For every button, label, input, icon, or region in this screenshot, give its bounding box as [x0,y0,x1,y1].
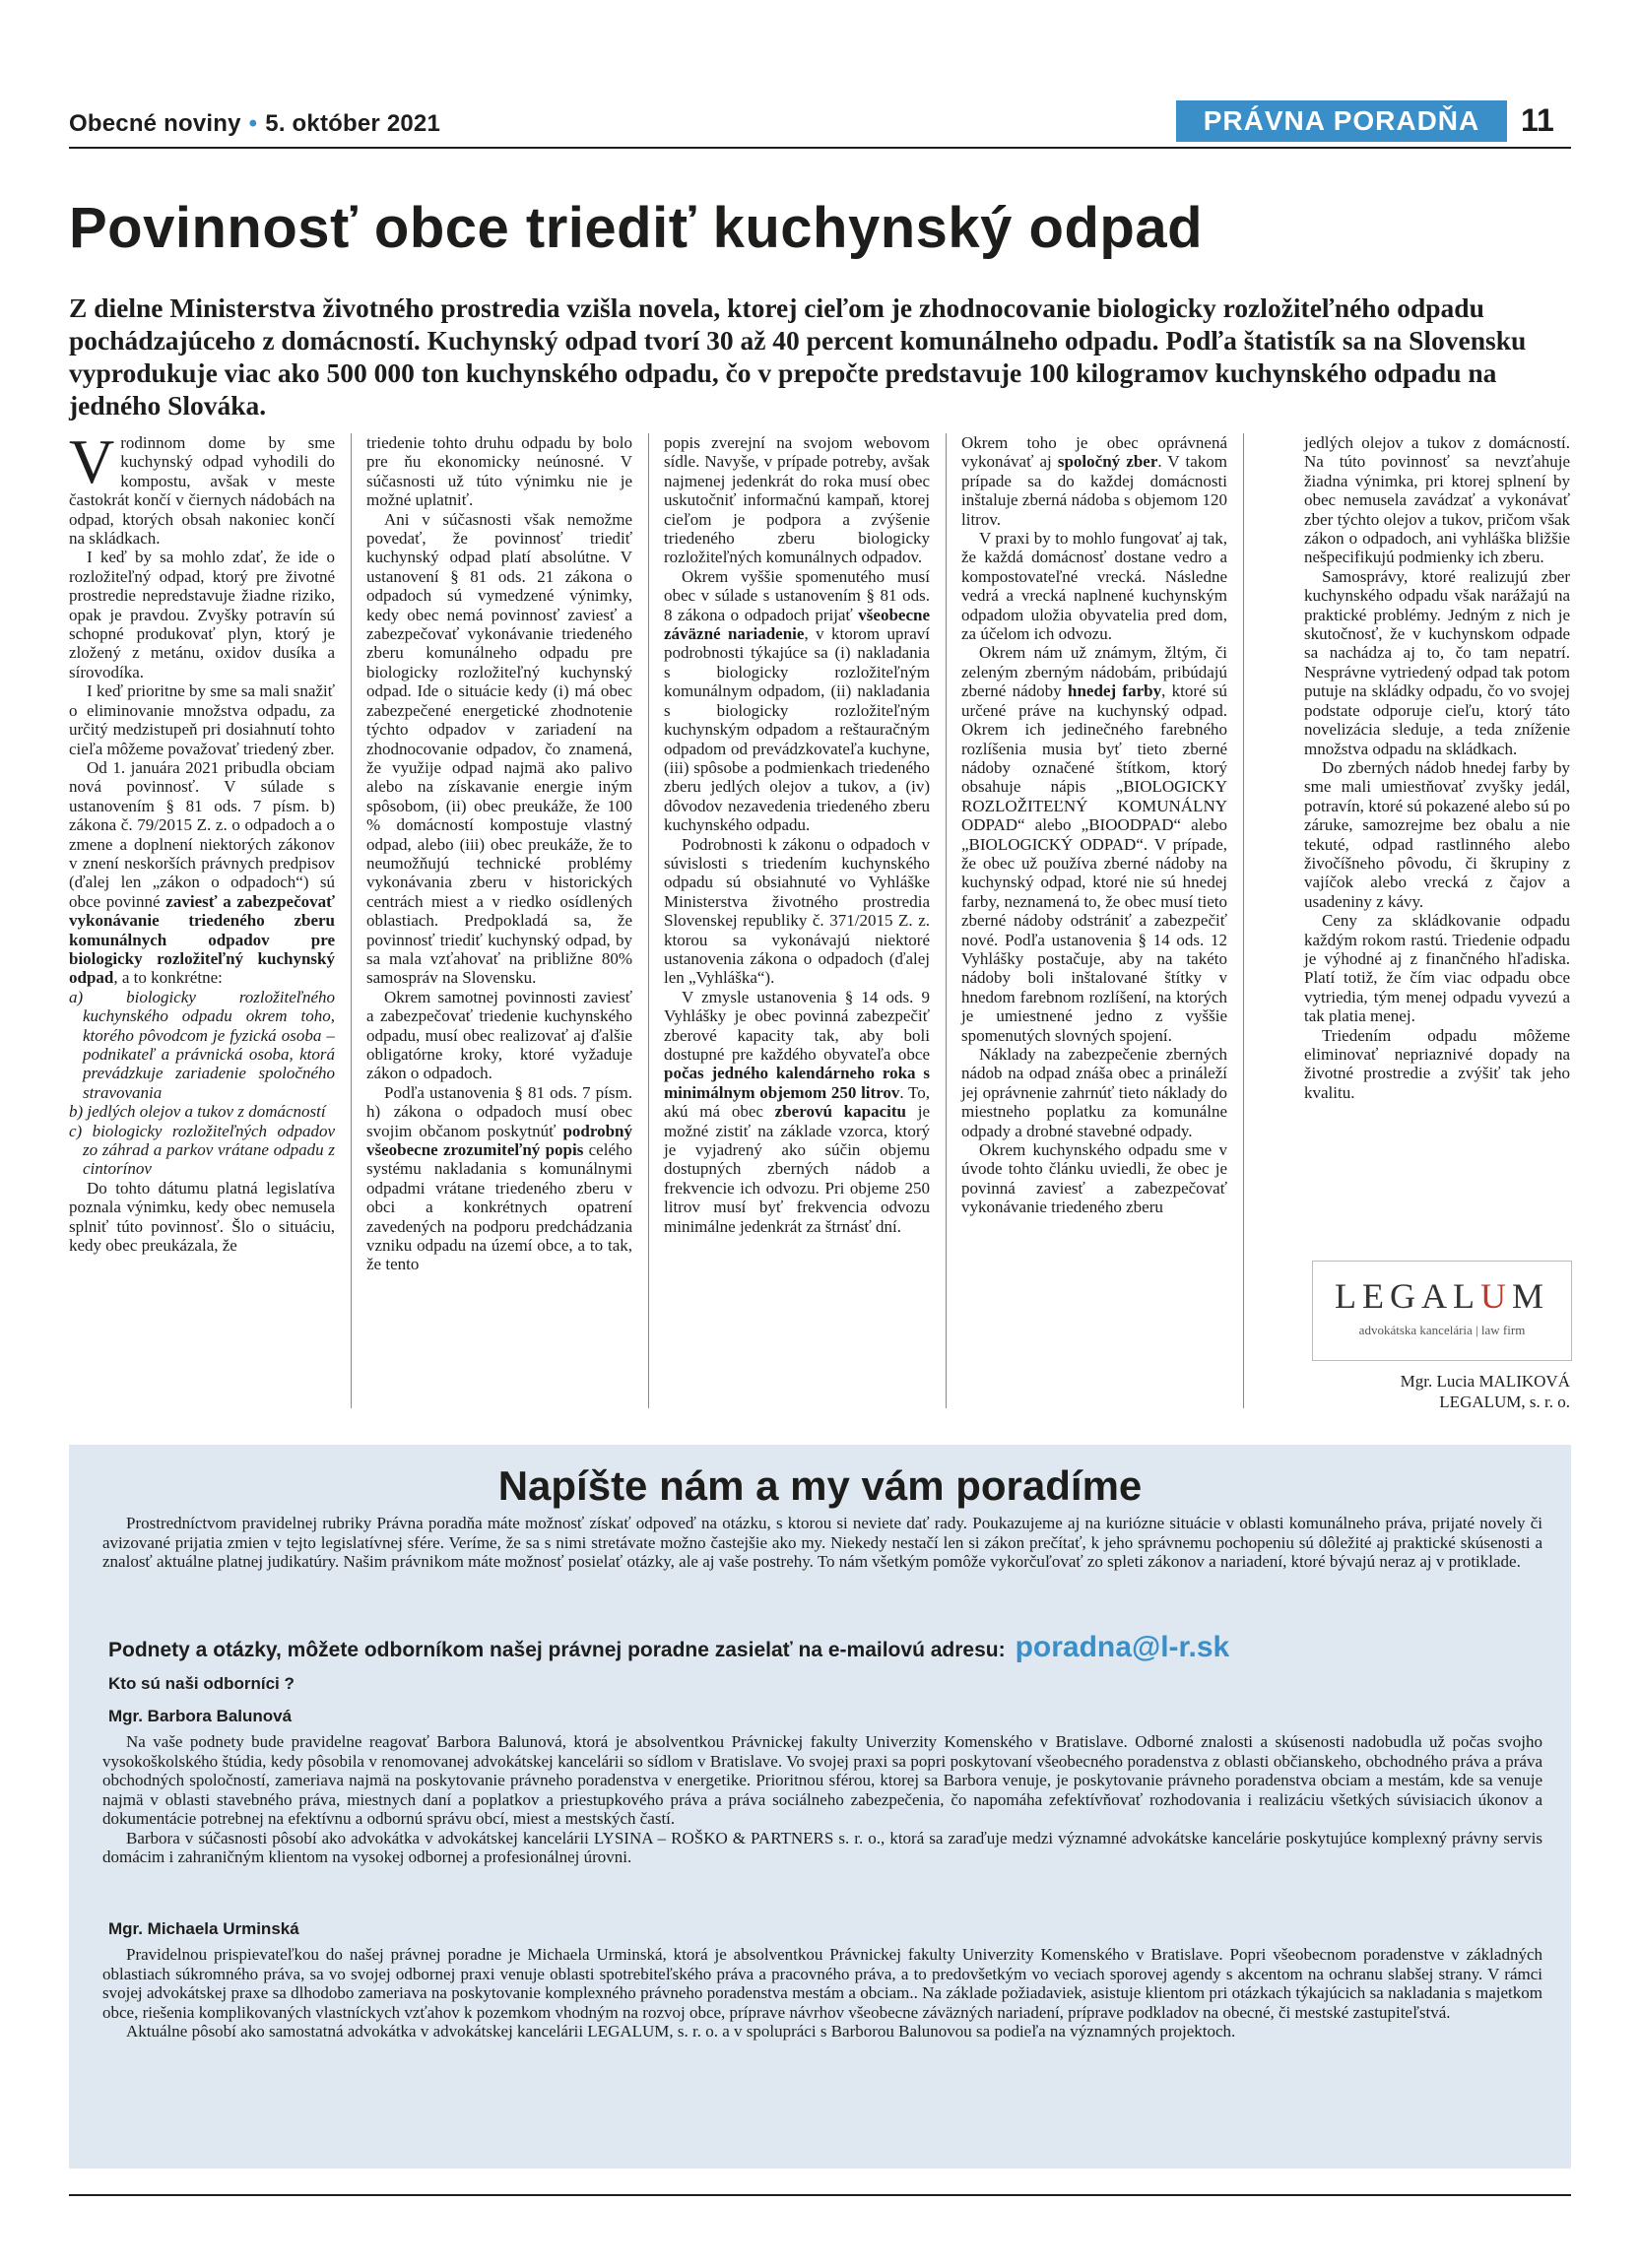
email-prompt: Podnety a otázky, môžete odborníkom našej právnej poradne zasielať na e-mailovú adresu: [108,1639,1006,1661]
bold-text: všeobecne záväzné nariadenie [664,605,930,644]
footer-rule [69,2194,1571,2196]
column-divider [1243,433,1244,1408]
article-headline: Povinnosť obce triediť kuchynský odpad [69,196,1204,260]
page-number: 11 [1521,102,1554,138]
text-run: . To, akú má obec [664,1082,930,1122]
header-rule [69,147,1571,149]
logo-text: LEGAL [1335,1276,1480,1316]
email-link[interactable]: poradna@l-r.sk [1015,1631,1230,1663]
logo-subtitle: advokátska kancelária | law firm [1358,1323,1526,1337]
bold-text: zberovú kapacitu [774,1102,906,1122]
paragraph: Na vaše podnety bude pravidelne reagovať Barbora Balunová, ktorá je absolventkou Právnickej fakulty Univerzity Komenského v Bratislave. Odborné znalosti a skúsenosti nadobudla už počas svojho vysokoškolského štúdia, kedy pôsobila v renomovanej advokátskej kancelárii so sídlom v Bratislave. Vo svojej praxi sa popri poskytovaní všeobecného poradenstva z oblasti občianskeho, obchodného práva a práva obchodných spoločností, zameriava najmä na poskytovanie právneho poradenstva v energetike. Prioritnou sférou, ktorej sa Barbora venuje, je poskytovanie právneho poradenstva obciam a mestám, kde sa venuje najmä v oblasti stavebného práva, miestnych daní a poplatkov a priestupkového práva a práva sociálneho zabezpečenia, čo napomáha zefektívňovať rozhodovania i realizáciu všetkých súvisiacich úkonov a dokumentácie potrebnej na efektívnu a odbornú správu obcí, miest a mestských častí. [102,1732,1542,1828]
paragraph: Ani v súčasnosti však nemožme povedať, že povinnosť triediť kuchynský odpad platí absolútne. V ustanovení § 81 ods. 21 zákona o odpadoch sú vymedzené výnimky, kedy obec nemá povinnosť zaviesť a zabezpečovať vykonávanie triedeného zberu komunálneho odpadu pre biologicky rozložiteľný kuchynský odpad. Ide o situácie kedy (i) má obec zabezpečené energetické zhodnotenie týchto odpadov v zariadení na zhodnocovanie odpadov, čo znamená, že využije odpad najmä ako palivo alebo na získavanie energie iným spôsobom, (ii) obec preukáže, že 100 % domácností kompostuje vlastný odpad, alebo (iii) obec preukáže, že to neumožňujú technické problémy vykonávania zberu v historických centrách miest a v riedko osídlených oblastiach. Predpokladá sa, že povinnosť triediť kuchynský odpad, by sa mala vzťahovať na približne 80% samospráv na Slovensku. [366,509,632,988]
article-lead: Z dielne Ministerstva životného prostredia vzišla novela, ktorej cieľom je zhodnocovanie biologicky rozložiteľného odpadu pochádzajúceho z domácností. Kuchynský odpad tvorí 30 až 40 percent komunálneho odpadu. Podľa štatistík sa na Slovensku vyprodukuje viac ako 500 000 ton kuchynského odpadu, čo v prepočte predstavuje 100 kilogramov kuchynského odpadu na jedného Slováka. [69,292,1527,421]
author-firm: LEGALUM, s. r. o. [1439,1393,1570,1411]
text-run: Okrem toho je obec oprávnená vykonávať aj [961,433,1227,472]
bold-text: počas jedného kalendárneho roka s minimálnym objemom 250 litrov [664,1064,930,1102]
bold-text: zaviesť a zabezpečovať vykonávanie triedeného zberu komunálnych odpadov pre biologicky rozložiteľný kuchynský odpad [69,891,336,988]
paragraph: Do tohto dátumu platná legislatíva poznala výnimku, kedy obec nemusela splniť túto povinnosť. Šlo o situáciu, kedy obec preukázala, že [69,1178,335,1256]
article-column-3 [664,433,930,1236]
paragraph [366,1083,632,1274]
paragraph [664,988,930,1236]
issue-date: 5. október 2021 [265,110,441,137]
paragraph: Aktuálne pôsobí ako samostatná advokátka v advokátskej kancelárii LEGALUM, s. r. o. a v spolupráci s Barborou Balunovou sa podieľa na významných projektoch. [126,2022,1236,2041]
paragraph: Samosprávy, ktoré realizujú zber kuchynského odpadu však narážajú na praktické problémy. Jedným z nich je skutočnosť, že v kuchynskom odpade sa nachádza aj to, čo tam nepatrí. Nesprávne vytriedený odpad tak potom putuje na skládky odpadu, čo vo svojej podstate odporuje cieľu, ktorý táto novelizácia sleduje, a teda zníženie množstva odpadu na skládkach. [1304,566,1570,758]
paragraph: Pravidelnou prispievateľkou do našej právnej poradne je Michaela Urminská, ktorá je absolventkou Právnickej fakulty Univerzity Komenského v Bratislave. Popri všeobecnom poradenstve v základných oblastiach súkromného práva, sa vo svojej odbornej praxi venuje oblasti spotrebiteľského práva a pracovného práva, a to predovšetkým vo veciach sporovej agendy s akcentom na ochranu slabšej strany. V rámci svojej advokátskej praxe sa dlhodobo zameriava na poskytovanie komplexného právneho poradenstva mestám a obciam.. Na základe požiadaviek, asistuje klientom pri otázkach týkajúcich sa nakladania s majetkom obce, riešenia komplikovaných vlastníckych vzťahov k pozemkom vhodným na rozvoj obce, príprave návrhov všeobecne záväzných nariadení, príprave podkladov na obecné, či mestské zastupiteľstvá. [102,1945,1542,2022]
paragraph: Okrem samotnej povinnosti zaviesť a zabezpečovať triedenie kuchynského odpadu, musí obec realizovať aj ďalšie obligatórne kroky, ktoré vyžaduje zákon o odpadoch. [366,987,632,1083]
paragraph: Barbora v súčasnosti pôsobí ako advokátka v advokátskej kancelárii LYSINA – ROŠKO & PARTNERS s. r. o., ktorá sa zaraďuje medzi významné advokátske kancelárie poskytujúce komplexný právny servis domácim i zahraničným klientom na vysokej odbornej a profesionálnej úrovni. [102,1828,1542,1866]
bold-text: spoločný zber [1057,452,1158,472]
paragraph: triedenie tohto druhu odpadu by bolo pre ňu ekonomicky neúnosné. V súčasnosti už túto výnimku nie je možné uplatniť. [366,433,632,510]
advice-intro [102,1514,1542,1572]
paragraph: Prostredníctvom pravidelnej rubriky Právna poradňa máte možnosť získať odpoveď na otázku, s ktorou si neviete dať rady. Poukazujeme aj na kuriózne situácie v oblasti komunálneho práva, prijaté novely či avizované prijatia zmien v tejto legislatívnej sfére. Veríme, že sa s nimi stretávate možno častejšie ako my. Niekedy nestačí len si zákon prečítať, k jeho správnemu pochopeniu sú dôležité aj praktické skúsenosti a znalosť aktuálne platnej judikatúry. Našim právnikom máte možnosť posielať otázky, ale aj vaše postrehy. To nám všetkým pomôže vykorčuľovať zo spleti zákonov a nariadení, ktoré bývajú neraz aj v protiklade. [102,1514,1542,1571]
legalum-logo [1312,1261,1572,1361]
paragraph: Ceny za skládkovanie odpadu každým rokom rastú. Triedenie odpadu je výhodné aj z finančného hľadiska. Platí totiž, že čím viac odpadu obce vytriedia, tým menej odpadu vyvezú a tak platia menej. [1304,911,1570,1026]
author-name: Mgr. Lucia MALIKOVÁ [1400,1372,1570,1391]
expert-bio [102,1732,1542,1867]
logo-text-accent: U [1479,1276,1512,1316]
paragraph: I keď prioritne by sme sa mali snažiť o eliminovanie množstva odpadu, za určitý medzistupeň pri dosiahnutí tohto cieľa môžeme považovať triedený zber. [69,681,335,758]
bullet-separator: • [248,110,258,137]
text-run: V zmysle ustanovenia § 14 ods. 9 Vyhlášky je obec povinná zabezpečiť zberové kapacity tak, aby boli dostupné pre každého obyvateľa obce [664,987,930,1064]
paragraph [664,567,930,835]
paragraph: popis zverejní na svojom webovom sídle. Navyše, v prípade potreby, avšak najmenej jedenkrát do roka musí obec uskutočniť informačnú kampaň, ktorej cieľom je podpora a zvýšenie triedeného zberu biologicky rozložiteľných komunálnych odpadov. [664,433,930,567]
bold-text: hnedej farby [1067,681,1162,701]
list-item: a) biologicky rozložiteľného kuchynského odpadu okrem toho, ktorého pôvodcom je fyzická osoba – podnikateľ a právnická osoba, ktorá prevádzkuje zariadenie spoločného stravovania [69,987,335,1102]
article-column-4 [961,433,1227,1217]
paragraph: V praxi by to mohlo fungovať aj tak, že každá domácnosť dostane vedro a kompostovateľné vrecká. Následne vedrá a vrecká naplnené kuchynským odpadom uložia obyvatelia pred dom, za účelom ich odvozu. [961,529,1227,644]
text-run: , v ktorom upraví podrobnosti týkajúce sa (i) nakladania s biologicky rozložiteľným komunálnym odpadom, (ii) nakladania s biologicky rozložiteľným kuchynským odpadom a reštauračným odpadom od prevádzkovateľa kuchyne, (iii) spôsobe a podmienkach triedeného zberu jedlých olejov a tukov, a (iv) dôvodov nezavedenia triedeného zberu kuchynského odpadu. [664,624,930,835]
paragraph: I keď by sa mohlo zdať, že ide o rozložiteľný odpad, ktorý pre životné prostredie nepredstavuje žiadne riziko, opak je pravdou. Zvyšky potravín sú schopné produkovať plyn, ktorý je zložený z metánu, oxidov dusíka a sírovodíka. [69,548,335,681]
text-run: Okrem nám už známym, žltým, či zeleným zberným nádobám, pribúdajú zberné nádoby [961,643,1227,701]
article-author [1312,1371,1570,1412]
advice-box-title: Napíšte nám a my vám poradíme [497,1462,1143,1509]
text-run: . V takom prípade sa do každej domácnosti inštaluje zberná nádoba s objemom 120 litrov. [961,452,1227,529]
text-run: Okrem vyššie spomenutého musí obec v súlade s ustanovením § 81 ods. 8 zákona o odpadoch prijať [664,566,930,624]
logo-wordmark [1313,1275,1571,1317]
article-column-2 [366,433,632,1274]
section-label: PRÁVNA PORADŇA [1176,100,1507,142]
article-column-1 [69,426,336,1256]
text-run: Od 1. januára 2021 pribudla obciam nová povinnosť. V súlade s ustanovením § 81 ods. 7 písm. b) zákona č. 79/2015 Z. z. o odpadoch a o zmene a doplnení niektorých zákonov v znení neskorších právnych predpisov (ďalej len „zákon o odpadoch“) sú obce povinné [69,757,335,911]
column-divider [648,433,649,1408]
column-divider [946,433,947,1408]
paragraph [69,758,335,988]
text-run: Podľa ustanovenia § 81 ods. 7 písm. h) zákona o odpadoch musí obec svojim občanom poskytnúť [366,1082,632,1140]
drop-cap: V [69,426,115,496]
text-run: je možné zistiť na základe vzorca, ktorý je vyjadrený ako súčin objemu dostupných zberných nádob a frekvencie ich odvozu. Pri objeme 250 litrov musí byť frekvencia odvozu minimálne jedenkrát za štrnásť dní. [664,1102,930,1236]
paragraph: Triedením odpadu môžeme eliminovať nepriaznivé dopady na životné prostredie a zvýšiť tak jeho kvalitu. [1304,1025,1570,1102]
text-run: , ktoré sú určené práve na kuchynský odpad. Okrem ich jedinečného farebného rozlíšenia musia byť tieto zberné nádoby označené štítkom, ktorý obsahuje nápis „BIOLOGICKY ROZLOŽITEĽNÝ KOMUNÁLNY ODPAD“ alebo „BIOODPAD“ alebo „BIOLOGICKÝ ODPAD“. V prípade, že obec už používa zberné nádoby na kuchynský odpad, ktoré nie sú hnedej farby, neznamená to, že obec musí tieto zberné nádoby odstrániť a zabezpečiť nové. Podľa ustanovenia § 14 ods. 12 Vyhlášky postačuje, aby na takéto nádoby boli inštalované štítky v hnedom farebnom rozlíšení, na ktorých je umiestnené jedno z vyššie spomenutých slovných spojení. [961,681,1228,1045]
list-item: c) biologicky rozložiteľných odpadov zo záhrad a parkov vrátane odpadu z cintorínov [69,1121,335,1179]
email-line [108,1631,1229,1664]
text-run: celého systému nakladania s komunálnymi odpadmi vrátane triedeného zberu v obci a konkrétnych opatrení zavedených na podporu predchádzania vzniku odpadu na území obce, a to tak, že tento [366,1140,632,1274]
paragraph: Okrem kuchynského odpadu sme v úvode tohto článku uviedli, že obec je povinná zaviesť a zabezpečovať vykonávanie triedeného zberu [961,1140,1227,1217]
paragraph: rodinnom dome by sme kuchynský odpad vyhodili do kompostu, avšak v mestе častokrát končí v čiernych nádobách na odpad, ktorých obsah nakoniec končí na skládkach. [69,433,335,549]
paragraph: Do zberných nádob hnedej farby by sme mali umiestňovať zvyšky jedál, potravín, ktoré sú pokazené alebo sú po záruke, samozrejme bez obalu a nie tekuté, odpad rastlinného alebo živočíšneho pôvodu, či škrupiny z vajíčok alebo vrecká z čajov a usadeniny z kávy. [1304,757,1570,911]
paragraph [961,643,1227,1045]
paragraph [961,433,1227,529]
logo-text: M [1511,1276,1549,1316]
paragraph: Náklady na zabezpečenie zberných nádob na odpad znáša obec a prináleží jej oprávnenie zahrnúť tieto náklady do miestneho poplatku za komunálne odpady a drobné stavebné odpady. [961,1045,1227,1140]
publication-name: Obecné noviny [69,110,241,137]
paragraph: Podrobnosti k zákonu o odpadoch v súvislosti s triedením kuchynského odpadu sú obsiahnuté vo Vyhláške Ministerstva životného prostredia Slovenskej republiky č. 371/2015 Z. z. ktorou sa vykonávajú niektoré ustanovenia zákona o odpadoch (ďalej len „Vyhláška“). [664,834,930,988]
expert-name: Mgr. Barbora Balunová [108,1707,293,1725]
text-run: , a to konkrétne: [113,968,223,988]
page-header-left [69,110,440,138]
expert-name: Mgr. Michaela Urminská [108,1919,299,1938]
list-item: b) jedlých olejov a tukov z domácností [69,1102,326,1122]
experts-heading: Kto sú naši odborníci ? [108,1674,295,1693]
bold-text: podrobný všeobecne zrozumiteľný popis [366,1121,632,1160]
expert-bio [102,1945,1542,2041]
paragraph: jedlých olejov a tukov z domácností. Na túto povinnosť sa nevzťahuje žiadna výnimka, pri ktorej splnení by obec nemusela zavádzať a vykonávať zber týchto olejov a tukov, pričom však zákon o odpadoch, ani vyhláška bližšie nešpecifikujú podmienky ich zberu. [1304,433,1570,567]
column-divider [351,433,352,1408]
article-column-5 [1304,433,1570,1102]
